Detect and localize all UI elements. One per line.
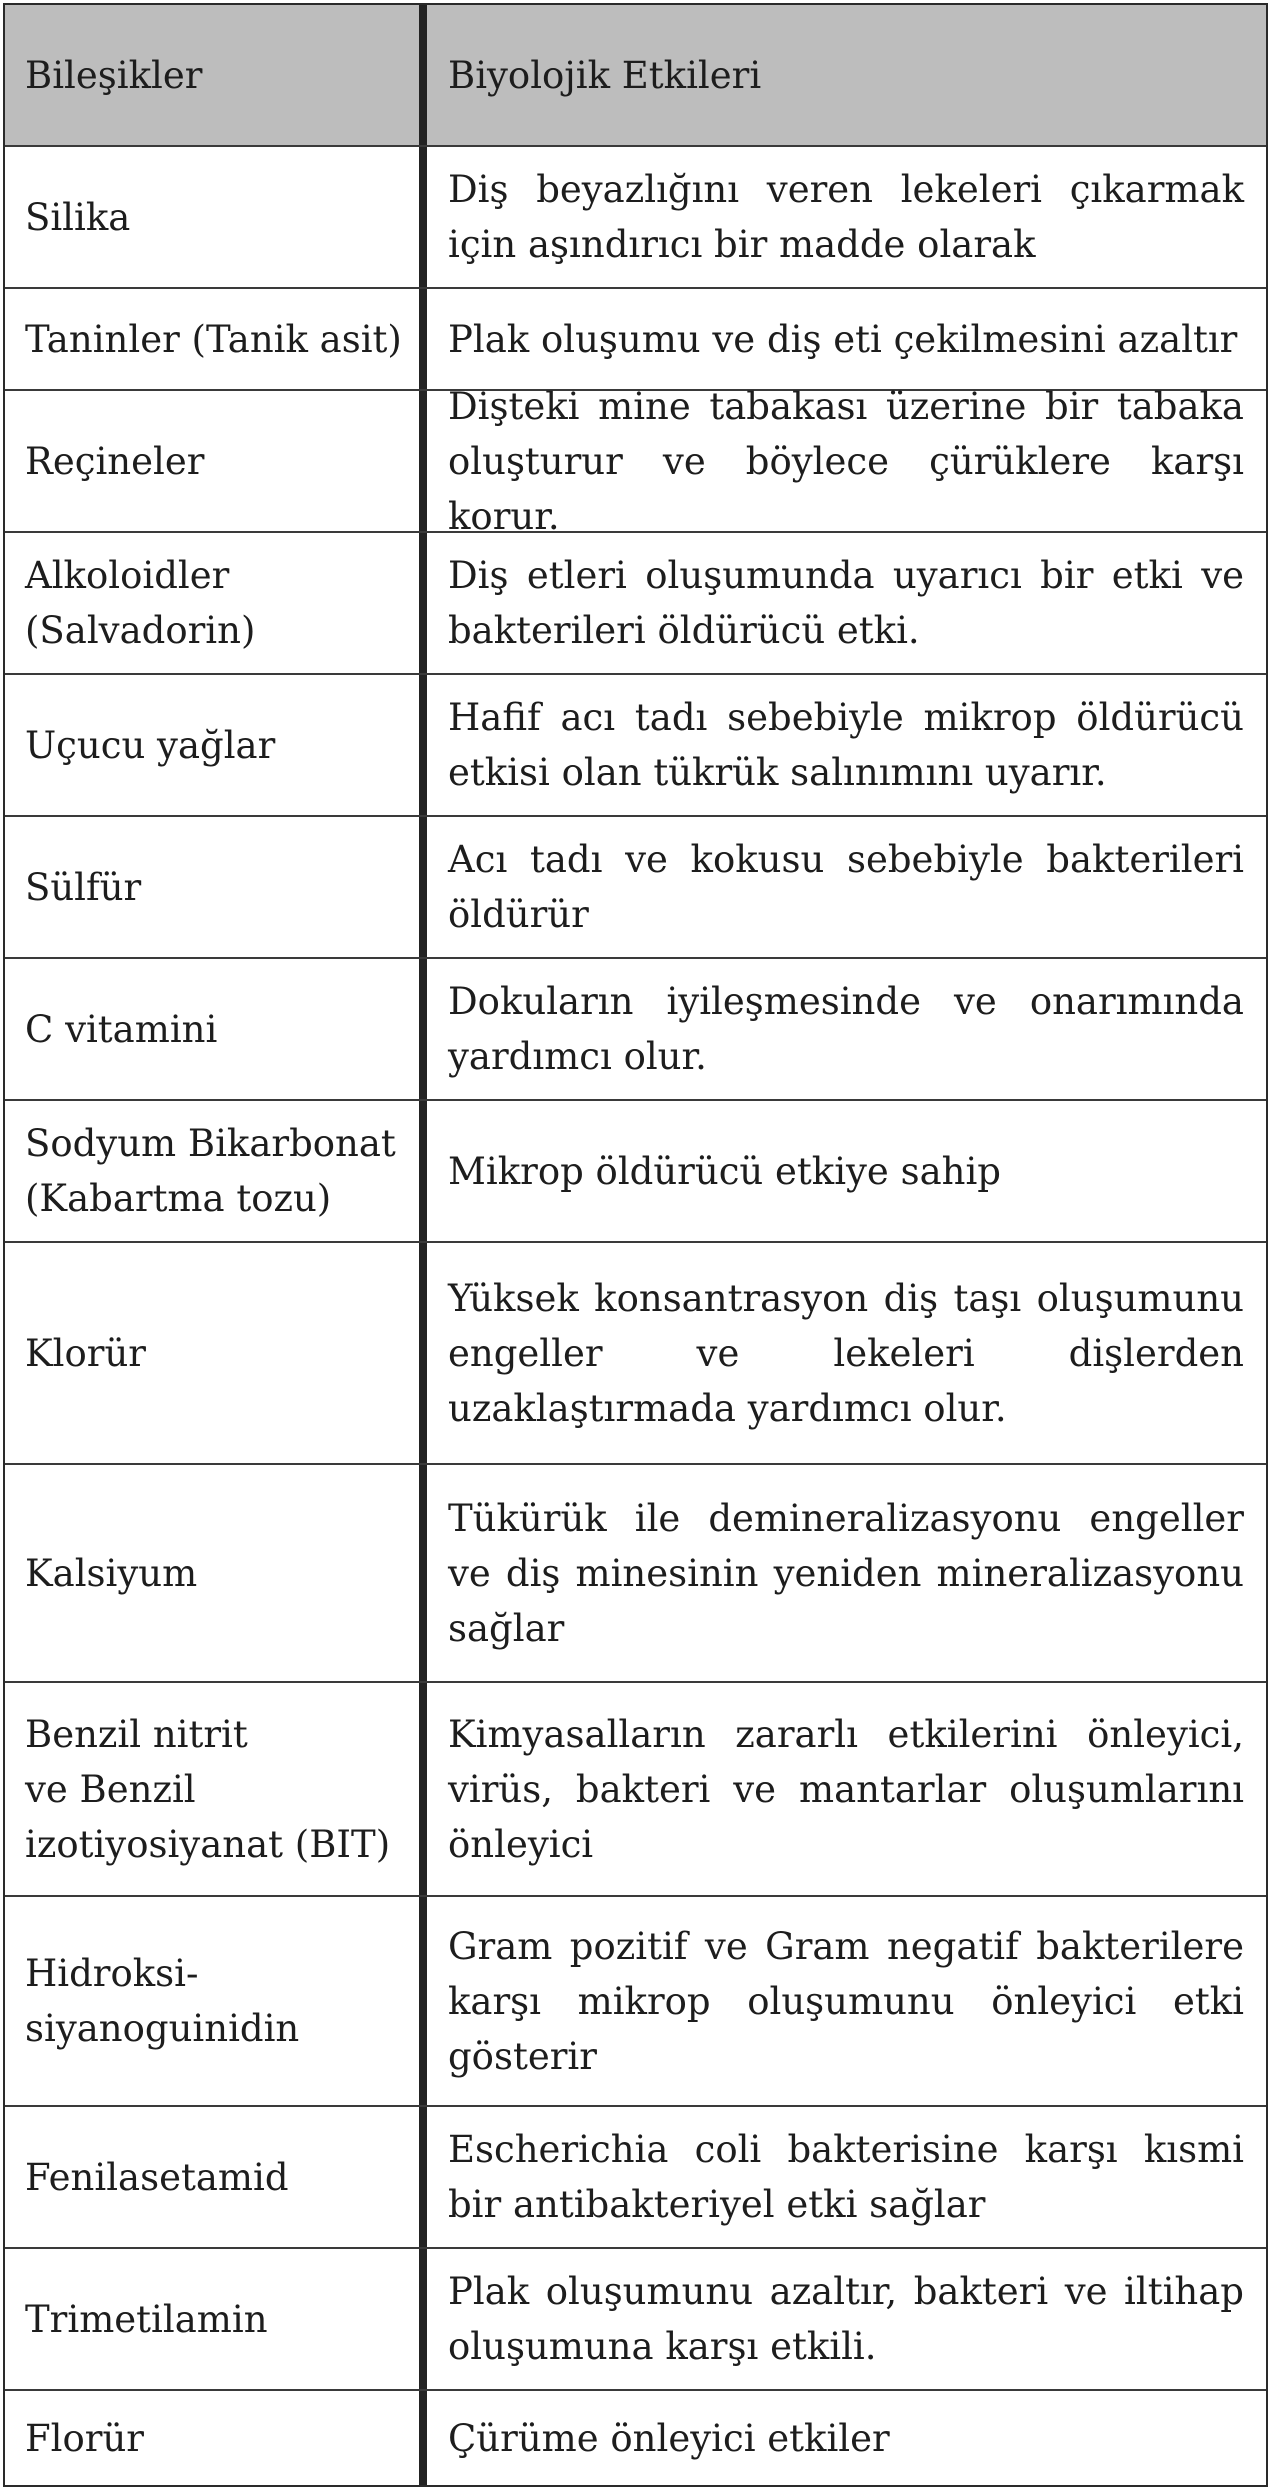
compound-cell bbox=[5, 2107, 419, 2247]
column-divider bbox=[419, 5, 427, 145]
compound-name: Silika bbox=[25, 195, 131, 239]
effect-cell bbox=[427, 1897, 1266, 2105]
effect-text: Acı tadı ve kokusu sebebiyle bakterileri öldürür bbox=[448, 838, 1244, 936]
compound-cell bbox=[5, 959, 419, 1099]
effect-cell bbox=[427, 384, 1266, 538]
compound-name: Sodyum Bikarbonat (Kabartma tozu) bbox=[25, 1122, 396, 1220]
compound-name: Taninler (Tanik asit) bbox=[25, 317, 402, 361]
header-compounds-label: Bileşikler bbox=[25, 53, 203, 97]
header-effects-label: Biyolojik Etkileri bbox=[448, 53, 762, 97]
compound-name: Klorür bbox=[25, 1331, 146, 1375]
column-divider bbox=[419, 391, 427, 531]
column-divider bbox=[419, 2391, 427, 2485]
table-row bbox=[5, 2107, 1266, 2249]
effect-cell bbox=[427, 675, 1266, 815]
compound-cell bbox=[5, 1101, 419, 1241]
compound-name: Uçucu yağlar bbox=[25, 723, 276, 767]
compound-name: C vitamini bbox=[25, 1007, 218, 1051]
compound-cell bbox=[5, 391, 419, 531]
column-divider bbox=[419, 1243, 427, 1463]
column-divider bbox=[419, 675, 427, 815]
effect-text: Diş beyazlığını veren lekeleri çıkarmak için aşındırıcı bir madde olarak bbox=[448, 168, 1244, 266]
effect-text: Plak oluşumu ve diş eti çekilmesini azaltır bbox=[448, 317, 1238, 361]
header-cell-effects bbox=[427, 5, 1266, 145]
effect-cell bbox=[427, 2391, 1266, 2485]
table-row bbox=[5, 1243, 1266, 1465]
effect-cell bbox=[427, 533, 1266, 673]
table-row bbox=[5, 1897, 1266, 2107]
effect-text: Yüksek konsantrasyon diş taşı oluşumunu engeller ve lekeleri dişlerden uzaklaştırmada yardımcı olur. bbox=[448, 1276, 1244, 1430]
column-divider bbox=[419, 1683, 427, 1895]
compound-cell bbox=[5, 147, 419, 287]
column-divider bbox=[419, 147, 427, 287]
effect-text: Kimyasalların zararlı etkilerini önleyici, virüs, bakteri ve mantarlar oluşumlarını önleyici bbox=[448, 1712, 1244, 1866]
table-row bbox=[5, 675, 1266, 817]
table-row bbox=[5, 1683, 1266, 1897]
effect-text: Hafif acı tadı sebebiyle mikrop öldürücü etkisi olan tükrük salınımını uyarır. bbox=[448, 696, 1244, 794]
effect-cell bbox=[427, 2107, 1266, 2247]
compound-cell bbox=[5, 1683, 419, 1895]
effect-text: Diş etleri oluşumunda uyarıcı bir etki ve bakterileri öldürücü etki. bbox=[448, 554, 1244, 652]
effect-text: Çürüme önleyici etkiler bbox=[448, 2416, 890, 2460]
table-row bbox=[5, 959, 1266, 1101]
effect-text: Mikrop öldürücü etkiye sahip bbox=[448, 1149, 1001, 1193]
compound-name: Hidroksi- siyanoguinidin bbox=[25, 1952, 300, 2050]
compound-cell bbox=[5, 1897, 419, 2105]
table-row bbox=[5, 1101, 1266, 1243]
effect-cell bbox=[427, 959, 1266, 1099]
effect-cell bbox=[427, 1101, 1266, 1241]
effect-text: Escherichia coli bakterisine karşı kısmi bir antibakteriyel etki sağlar bbox=[448, 2128, 1244, 2226]
compound-cell bbox=[5, 1465, 419, 1681]
column-divider bbox=[419, 1101, 427, 1241]
table-row bbox=[5, 533, 1266, 675]
compound-name: Reçineler bbox=[25, 439, 205, 483]
table-row bbox=[5, 817, 1266, 959]
compound-name: Trimetilamin bbox=[25, 2297, 268, 2341]
column-divider bbox=[419, 1897, 427, 2105]
effect-text: Dokuların iyileşmesinde ve onarımında yardımcı olur. bbox=[448, 980, 1244, 1078]
table-row bbox=[5, 2249, 1266, 2391]
effect-cell bbox=[427, 1683, 1266, 1895]
column-divider bbox=[419, 1465, 427, 1681]
effect-cell bbox=[427, 2249, 1266, 2389]
compound-cell bbox=[5, 533, 419, 673]
table-row bbox=[5, 384, 1266, 538]
effect-cell bbox=[427, 817, 1266, 957]
header-cell-compounds bbox=[5, 5, 419, 145]
column-divider bbox=[419, 289, 427, 389]
effect-text: Plak oluşumunu azaltır, bakteri ve iltihap oluşumuna karşı etkili. bbox=[448, 2270, 1244, 2368]
table-row bbox=[5, 1465, 1266, 1683]
compound-cell bbox=[5, 675, 419, 815]
column-divider bbox=[419, 817, 427, 957]
compound-name: Alkoloidler (Salvadorin) bbox=[25, 554, 256, 652]
compound-name: Fenilasetamid bbox=[25, 2155, 289, 2199]
effect-cell bbox=[427, 147, 1266, 287]
compound-name: Florür bbox=[25, 2416, 144, 2460]
effect-text: Gram pozitif ve Gram negatif bakterilere karşı mikrop oluşumunu önleyici etki gösterir bbox=[448, 1924, 1244, 2078]
table-row bbox=[5, 289, 1266, 391]
compound-name: Sülfür bbox=[25, 865, 142, 909]
column-divider bbox=[419, 2249, 427, 2389]
column-divider bbox=[419, 959, 427, 1099]
column-divider bbox=[419, 533, 427, 673]
table-row bbox=[5, 2391, 1266, 2485]
compound-cell bbox=[5, 817, 419, 957]
table-row bbox=[5, 147, 1266, 289]
compound-cell bbox=[5, 289, 419, 389]
effect-cell bbox=[427, 1243, 1266, 1463]
column-divider bbox=[419, 2107, 427, 2247]
compound-cell bbox=[5, 2391, 419, 2485]
effect-cell bbox=[427, 1465, 1266, 1681]
compound-name: Kalsiyum bbox=[25, 1551, 198, 1595]
compounds-table bbox=[3, 3, 1268, 2487]
table-header-row bbox=[5, 5, 1266, 147]
effect-cell bbox=[427, 289, 1266, 389]
compound-name: Benzil nitrit ve Benzil izotiyosiyanat (BIT) bbox=[25, 1712, 391, 1866]
compound-cell bbox=[5, 2249, 419, 2389]
effect-text: Tükürük ile demineralizasyonu engeller ve diş minesinin yeniden mineralizasyonu sağlar bbox=[448, 1496, 1244, 1650]
effect-text: Dişteki mine tabakası üzerine bir tabaka oluşturur ve böylece çürüklere karşı korur. bbox=[448, 384, 1244, 538]
compound-cell bbox=[5, 1243, 419, 1463]
